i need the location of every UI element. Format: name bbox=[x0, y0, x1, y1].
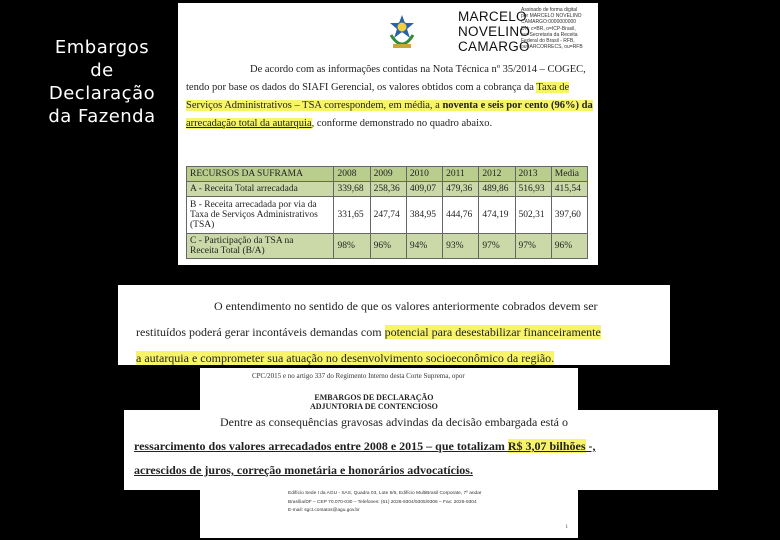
table-cell: 502,31 bbox=[515, 197, 551, 234]
coat-of-arms-icon bbox=[386, 13, 418, 53]
table-cell: 93% bbox=[443, 234, 479, 259]
table-cell: 444,76 bbox=[443, 197, 479, 234]
cpc-line: CPC/2015 e no artigo 337 do Regimento Interno desta Corte Suprema, opor bbox=[252, 372, 465, 380]
table-cell: 384,95 bbox=[406, 197, 442, 234]
table-cell: 474,19 bbox=[479, 197, 515, 234]
table-header-cell: 2012 bbox=[479, 167, 515, 182]
table-header-row bbox=[187, 167, 588, 182]
highlight: a autarquia e comprometer sua atuação no desenvolvimento socioeconômico da região. bbox=[136, 351, 555, 365]
table-cell: 97% bbox=[479, 234, 515, 259]
table-header-cell: RECURSOS DA SUFRAMA bbox=[187, 167, 334, 182]
slide-title-line: de bbox=[90, 60, 114, 81]
table-header-cell: Media bbox=[551, 167, 587, 182]
consequencias-paragraph: Dentre as consequências gravosas advindas da decisão embargada está o ressarcimento dos valores arrecadados entre 2008 e 2015 – que totalizam R$ 3,07 bilhões -, acrescidos de juros, correção monetária e honorários advocatícios. bbox=[134, 415, 596, 477]
table-cell: 94% bbox=[406, 234, 442, 259]
excerpt-nota-tecnica bbox=[178, 3, 598, 265]
table-row bbox=[187, 182, 588, 197]
row-label: C - Participação da TSA na Receita Total (B/A) bbox=[187, 234, 334, 259]
row-label: B - Receita arrecadada por via da Taxa de Serviços Administrativos (TSA) bbox=[187, 197, 334, 234]
table-cell: 258,36 bbox=[370, 182, 406, 197]
table-header-cell: 2008 bbox=[334, 167, 370, 182]
table-cell: 415,54 bbox=[551, 182, 587, 197]
highlight: R$ 3,07 bilhões bbox=[507, 439, 586, 453]
table-header-cell: 2009 bbox=[370, 167, 406, 182]
slide-title-line: da Fazenda bbox=[48, 106, 156, 127]
document-footer: Edifício Sede I da AGU - SAS, Quadra 03, Lote 5/6, Edifício MultiBrasil Corporate, 7º andar Brasília/DF – CEP 70.070-030 – Telefones: (61) 2026-9304/9305/9306 – Fax: 2026-9304 E-mail: sgct.contatos@agu.gov.br bbox=[288, 491, 482, 513]
table-cell: 331,65 bbox=[334, 197, 370, 234]
table-cell: 98% bbox=[334, 234, 370, 259]
table-cell: 339,68 bbox=[334, 182, 370, 197]
table-cell: 96% bbox=[370, 234, 406, 259]
table-cell: 409,07 bbox=[406, 182, 442, 197]
table-cell: 479,36 bbox=[443, 182, 479, 197]
table-cell: 516,93 bbox=[515, 182, 551, 197]
page-number: 1 bbox=[565, 525, 568, 530]
consequencias-band bbox=[124, 410, 718, 490]
table-header-cell: 2013 bbox=[515, 167, 551, 182]
suframa-revenue-table bbox=[186, 166, 588, 259]
table-header-cell: 2010 bbox=[406, 167, 442, 182]
signer-logo: MARCELO NOVELINO CAMARGO bbox=[458, 9, 531, 54]
highlight: potencial para desestabilizar financeiramente bbox=[384, 325, 601, 339]
row-label: A - Receita Total arrecadada bbox=[187, 182, 334, 197]
table-cell: 97% bbox=[515, 234, 551, 259]
table-header-cell: 2011 bbox=[443, 167, 479, 182]
highlight-underlined: arrecadação total da autarquia bbox=[186, 118, 312, 129]
table-cell: 247,74 bbox=[370, 197, 406, 234]
highlight-bold: noventa e seis por cento (96%) da bbox=[442, 100, 593, 111]
highlight: Taxa de bbox=[536, 82, 570, 93]
table-row bbox=[187, 197, 588, 234]
excerpt-embargos bbox=[134, 368, 596, 538]
table-cell: 96% bbox=[551, 234, 587, 259]
entendimento-paragraph: O entendimento no sentido de que os valores anteriormente cobrados devem ser restituídos poderá gerar incontáveis demandas com potencial para desestabilizar financeiramente a autarquia e comprometer sua atuação no desenvolvimento socioeconômico da região. bbox=[136, 299, 601, 365]
excerpt-entendimento bbox=[118, 285, 670, 365]
table-cell: 489,86 bbox=[479, 182, 515, 197]
table-cell: 397,60 bbox=[551, 197, 587, 234]
table-row bbox=[187, 234, 588, 259]
digital-signature-text: Assinado de forma digital por MARCELO NOVELINO CAMARGO:0000000000 DN: c=BR, o=ICP-Brasil, ou=Secretaria da Receita Federal do Brasil - RFB, ou=ARCORRECS, ou=RFB bbox=[521, 7, 583, 51]
slide-title-line: Embargos bbox=[54, 37, 150, 58]
slide-title-line: Declaração bbox=[48, 83, 156, 104]
slide-title bbox=[40, 36, 164, 128]
embargos-heading: EMBARGOS DE DECLARAÇÃO ADJUNTORIA DE CONTENCIOSO bbox=[310, 393, 438, 411]
nota-tecnica-paragraph: De acordo com as informações contidas na Nota Técnica nº 35/2014 – COGEC, tendo por base os dados do SIAFI Gerencial, os valores obtidos com a cobrança da Taxa de Serviços Administrativos – TSA correspondem, em média, a noventa e seis por cento (96%) da arrecadação total da autarquia, conforme demonstrado no quadro abaixo. bbox=[186, 64, 593, 129]
